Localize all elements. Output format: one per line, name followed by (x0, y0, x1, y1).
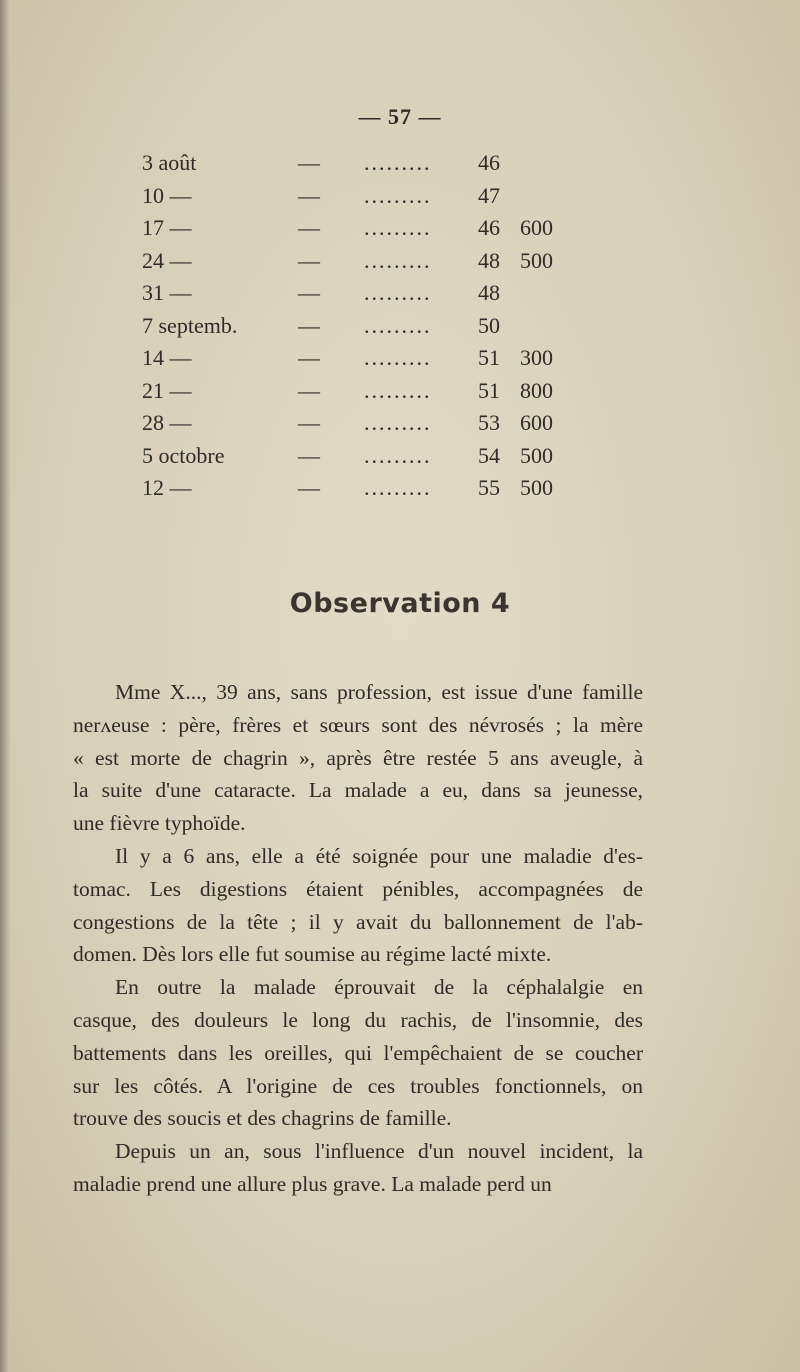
text-line: congestions de la tête ; il y avait du ballonnement de l'ab- (73, 909, 643, 934)
row-date: 17 — (142, 215, 192, 240)
row-date: 24 — (142, 247, 192, 273)
text-line: tomac. Les digestions étaient pénibles, accompagnées de (73, 876, 643, 901)
row-value-main: 46 (478, 215, 500, 240)
text-line: nerʌeuse : père, frères et sœurs sont des névrosés ; la mère (73, 712, 643, 737)
row-date: 31 — (142, 280, 192, 305)
row-dots: ......... (364, 215, 432, 240)
row-value-extra: 600 (520, 410, 553, 435)
row-dash: — (298, 475, 320, 500)
row-value-main: 51 (478, 377, 500, 403)
text-line: sur les côtés. A l'origine de ces troubles fonctionnels, on (73, 1073, 643, 1098)
row-date: 5 octobre (142, 442, 225, 468)
row-dots: ......... (364, 182, 432, 208)
row-value-extra: 600 (520, 215, 553, 240)
row-value-main: 51 (478, 345, 500, 370)
row-value-main: 55 (478, 475, 500, 500)
row-value-main: 54 (478, 442, 500, 468)
row-dots: ......... (364, 377, 432, 403)
text-line: la suite d'une cataracte. La malade a eu, dans sa jeunesse, (73, 778, 643, 803)
text-line: Depuis un an, sous l'influence d'un nouvel incident, la (115, 1139, 643, 1164)
row-dash: — (298, 377, 320, 403)
row-date: 10 — (142, 182, 192, 208)
row-value-main: 48 (478, 280, 500, 305)
row-date: 12 — (142, 475, 192, 500)
text-line: casque, des douleurs le long du rachis, de l'insomnie, des (73, 1007, 643, 1032)
paragraph (73, 676, 643, 840)
weight-table (0, 150, 800, 508)
table-row (0, 280, 800, 313)
text-line: Il y a 6 ans, elle a été soignée pour une maladie d'es- (115, 843, 643, 868)
text-line: trouve des soucis et des chagrins de famille. (73, 1106, 452, 1131)
row-dots: ......... (364, 280, 432, 305)
table-row (0, 313, 800, 346)
observation-heading: Observation 4 (289, 588, 511, 619)
row-value-extra: 300 (520, 345, 553, 370)
text-line: Mme X..., 39 ans, sans profession, est issue d'une famille (115, 680, 643, 704)
row-value-main: 53 (478, 410, 500, 435)
row-value-extra: 800 (520, 377, 553, 403)
table-row (0, 215, 800, 248)
row-dash: — (298, 345, 320, 370)
row-date: 21 — (142, 377, 192, 403)
row-dots: ......... (364, 475, 432, 500)
row-value-main: 46 (478, 150, 500, 175)
row-dots: ......... (364, 442, 432, 468)
row-dash: — (298, 410, 320, 435)
text-line: maladie prend une allure plus grave. La malade perd un (73, 1171, 552, 1196)
table-row (0, 345, 800, 378)
table-row (0, 410, 800, 443)
row-dash: — (298, 312, 320, 338)
paragraph (73, 971, 643, 1135)
page-number: — 57 — (358, 104, 442, 129)
row-value-extra: 500 (520, 475, 553, 500)
row-dash: — (298, 150, 320, 175)
text-line: battements dans les oreilles, qui l'empêchaient de se coucher (73, 1040, 643, 1065)
row-dots: ......... (364, 312, 432, 338)
row-dots: ......... (364, 150, 432, 175)
row-date: 7 septemb. (142, 312, 238, 338)
row-dots: ......... (364, 345, 432, 370)
table-row (0, 443, 800, 476)
text-line: « est morte de chagrin », après être restée 5 ans aveugle, à (73, 745, 643, 770)
row-dash: — (298, 280, 320, 305)
observation-text (73, 676, 643, 1201)
row-dash: — (298, 442, 320, 468)
text-line: domen. Dès lors elle fut soumise au régime lacté mixte. (73, 942, 552, 967)
row-dash: — (298, 215, 320, 240)
row-date: 14 — (142, 345, 192, 370)
table-row (0, 475, 800, 508)
table-row (0, 248, 800, 281)
row-value-extra: 500 (520, 247, 553, 273)
table-row (0, 150, 800, 183)
row-dots: ......... (364, 247, 432, 273)
table-row (0, 183, 800, 216)
paragraph (73, 840, 643, 971)
table-row (0, 378, 800, 411)
row-value-main: 47 (478, 182, 500, 208)
row-date: 3 août (142, 150, 197, 175)
row-date: 28 — (142, 410, 192, 435)
row-dots: ......... (364, 410, 432, 435)
paragraph (73, 1135, 643, 1201)
row-value-extra: 500 (520, 442, 553, 468)
row-value-main: 50 (478, 312, 500, 338)
text-line: En outre la malade éprouvait de la céphalalgie en (115, 975, 643, 1000)
row-dash: — (298, 247, 320, 273)
row-dash: — (298, 182, 320, 208)
row-value-main: 48 (478, 247, 500, 273)
text-line: une fièvre typhoïde. (73, 811, 246, 836)
